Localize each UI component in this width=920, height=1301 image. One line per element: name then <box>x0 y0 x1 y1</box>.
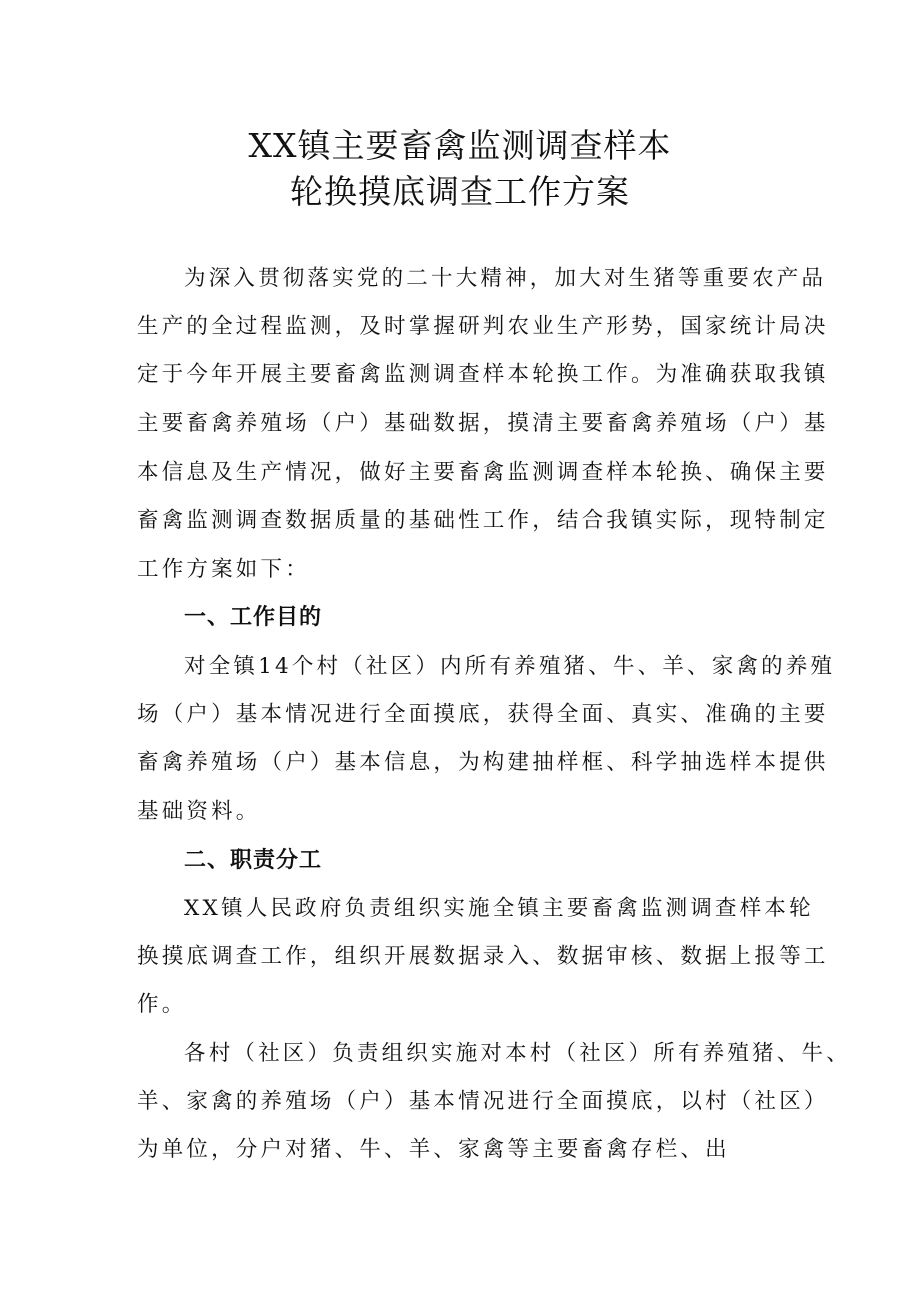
document-title-line-2: 轮换摸底调查工作方案 <box>290 172 630 211</box>
section1-line: 对全镇14个村（社区）内所有养殖猪、牛、羊、家禽的养殖 <box>184 654 836 679</box>
section-heading-responsibilities: 二、职责分工 <box>184 848 323 873</box>
section-heading-purpose: 一、工作目的 <box>184 605 323 630</box>
section2-para1-line: XX镇人民政府负责组织实施全镇主要畜禽监测调查样本轮 <box>184 896 814 921</box>
intro-line: 定于今年开展主要畜禽监测调查样本轮换工作。为准确获取我镇 <box>137 362 829 387</box>
section1-line: 基础资料。 <box>137 799 261 824</box>
intro-line: 本信息及生产情况，做好主要畜禽监测调查样本轮换、确保主要 <box>137 460 829 485</box>
section2-para2-line: 羊、家禽的养殖场（户）基本情况进行全面摸底，以村（社区） <box>137 1089 829 1114</box>
intro-line: 生产的全过程监测，及时掌握研判农业生产形势，国家统计局决 <box>137 314 829 339</box>
section1-line: 畜禽养殖场（户）基本信息，为构建抽样框、科学抽选样本提供 <box>137 750 829 775</box>
section2-para1-line: 换摸底调查工作，组织开展数据录入、数据审核、数据上报等工 <box>137 944 829 969</box>
document-title-line-1: XX镇主要畜禽监测调查样本 <box>248 126 672 165</box>
intro-line: 畜禽监测调查数据质量的基础性工作，结合我镇实际，现特制定 <box>137 508 829 533</box>
section2-para1-line: 作。 <box>137 992 187 1017</box>
intro-line: 为深入贯彻落实党的二十大精神，加大对生猪等重要农产品 <box>184 266 827 291</box>
section2-para2-line: 各村（社区）负责组织实施对本村（社区）所有养殖猪、牛、 <box>184 1041 851 1066</box>
intro-line: 主要畜禽养殖场（户）基础数据，摸清主要畜禽养殖场（户）基 <box>137 411 829 436</box>
intro-line: 工作方案如下： <box>137 557 310 582</box>
section2-para2-line: 为单位，分户对猪、牛、羊、家禽等主要畜禽存栏、出 <box>137 1137 730 1162</box>
section1-line: 场（户）基本情况进行全面摸底，获得全面、真实、准确的主要 <box>137 702 829 727</box>
